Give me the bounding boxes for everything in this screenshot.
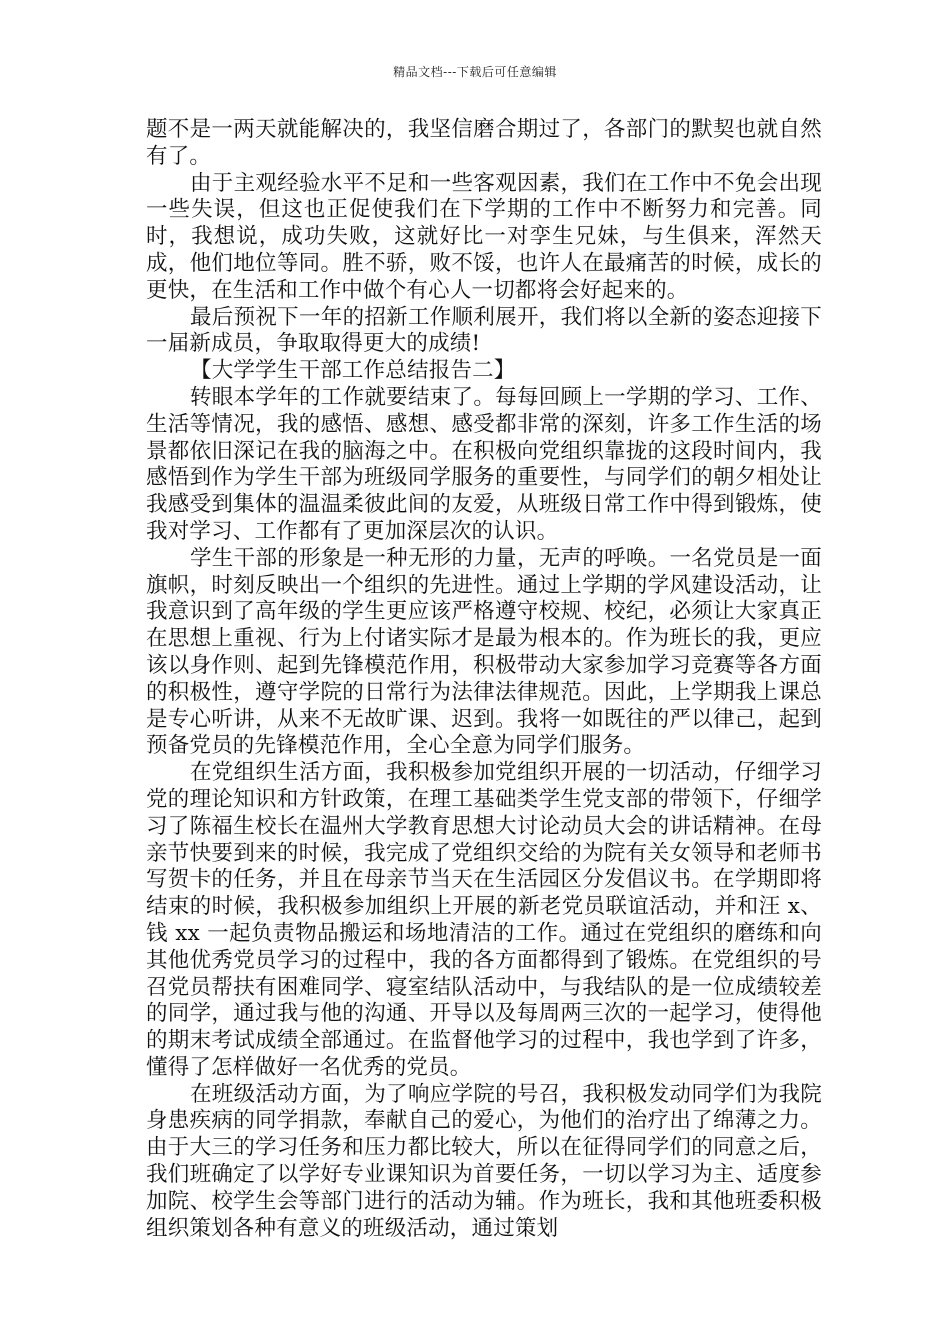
paragraph: 转眼本学年的工作就要结束了。每每回顾上一学期的学习、工作、生活等情况，我的感悟、感想、感受都非常的深刻，许多工作生活的场景都依旧深记在我的脑海之中。在积极向党组织靠拢的这段时间内，我感悟到作为学生干部为班级同学服务的重要性，与同学们的朝夕相处让我感受到集体的温温柔彼此间的友爱，从班级日常工作中得到锻炼，使我对学习、工作都有了更加深层次的认识。	[146, 384, 822, 544]
section-heading: 【大学学生干部工作总结报告二】	[190, 358, 516, 384]
page-header: 精品文档---下载后可任意编辑	[393, 65, 557, 79]
paragraph: 由于主观经验水平不足和一些客观因素，我们在工作中不免会出现一些失误，但这也正促使我们在下学期的工作中不断努力和完善。同时，我想说，成功失败，这就好比一对孪生兄妹，与生俱来，浑然天成，他们地位等同。胜不骄，败不馁，也许人在最痛苦的时候，成长的更快，在生活和工作中做个有心人一切都将会好起来的。	[146, 170, 822, 303]
paragraph-continuation: 题不是一两天就能解决的，我坚信磨合期过了，各部门的默契也就自然有了。	[146, 117, 822, 169]
paragraph: 最后预祝下一年的招新工作顺利展开，我们将以全新的姿态迎接下一届新成员，争取取得更大的成绩!	[146, 304, 822, 357]
paragraph: 在班级活动方面，为了响应学院的号召，我积极发动同学们为我院身患疾病的同学捐款，奉献自己的爱心，为他们的治疗出了绵薄之力。由于大三的学习任务和压力都比较大，所以在征得同学们的同意之后，我们班确定了以学好专业课知识为首要任务，一切以学习为主、适度参加院、校学生会等部门进行的活动为辅。作为班长，我和其他班委积极组织策划各种有意义的班级活动，通过策划	[146, 1081, 822, 1241]
document-body	[146, 117, 822, 1242]
paragraph: 在党组织生活方面，我积极参加党组织开展的一切活动，仔细学习党的理论知识和方针政策，在理工基础类学生党支部的带领下，仔细学习了陈福生校长在温州大学教育思想大讨论动员大会的讲话精神。在母亲节快要到来的时候，我完成了党组织交给的为院有关女领导和老师书写贺卡的任务，并且在母亲节当天在生活园区分发倡议书。在学期即将结束的时候，我积极参加组织上开展的新老党员联谊活动，并和汪 x、钱 xx 一起负责物品搬运和场地清洁的工作。通过在党组织的磨练和向其他优秀党员学习的过程中，我的各方面都得到了锻炼。在党组织的号召党员帮扶有困难同学、寝室结队活动中，与我结队的是一位成绩较差的同学，通过我与他的沟通、开导以及每周两三次的一起学习，使得他的期末考试成绩全部通过。在监督他学习的过程中，我也学到了许多，懂得了怎样做好一名优秀的党员。	[146, 760, 822, 1080]
paragraph: 学生干部的形象是一种无形的力量，无声的呼唤。一名党员是一面旗帜，时刻反映出一个组织的先进性。通过上学期的学风建设活动，让我意识到了高年级的学生更应该严格遵守校规、校纪，必须让大家真正在思想上重视、行为上付诸实际才是最为根本的。作为班长的我，更应该以身作则、起到先锋模范作用，积极带动大家参加学习竞赛等各方面的积极性，遵守学院的日常行为法律法律规范。因此，上学期我上课总是专心听讲，从来不无故旷课、迟到。我将一如既往的严以律己，起到预备党员的先锋模范作用，全心全意为同学们服务。	[146, 545, 822, 759]
